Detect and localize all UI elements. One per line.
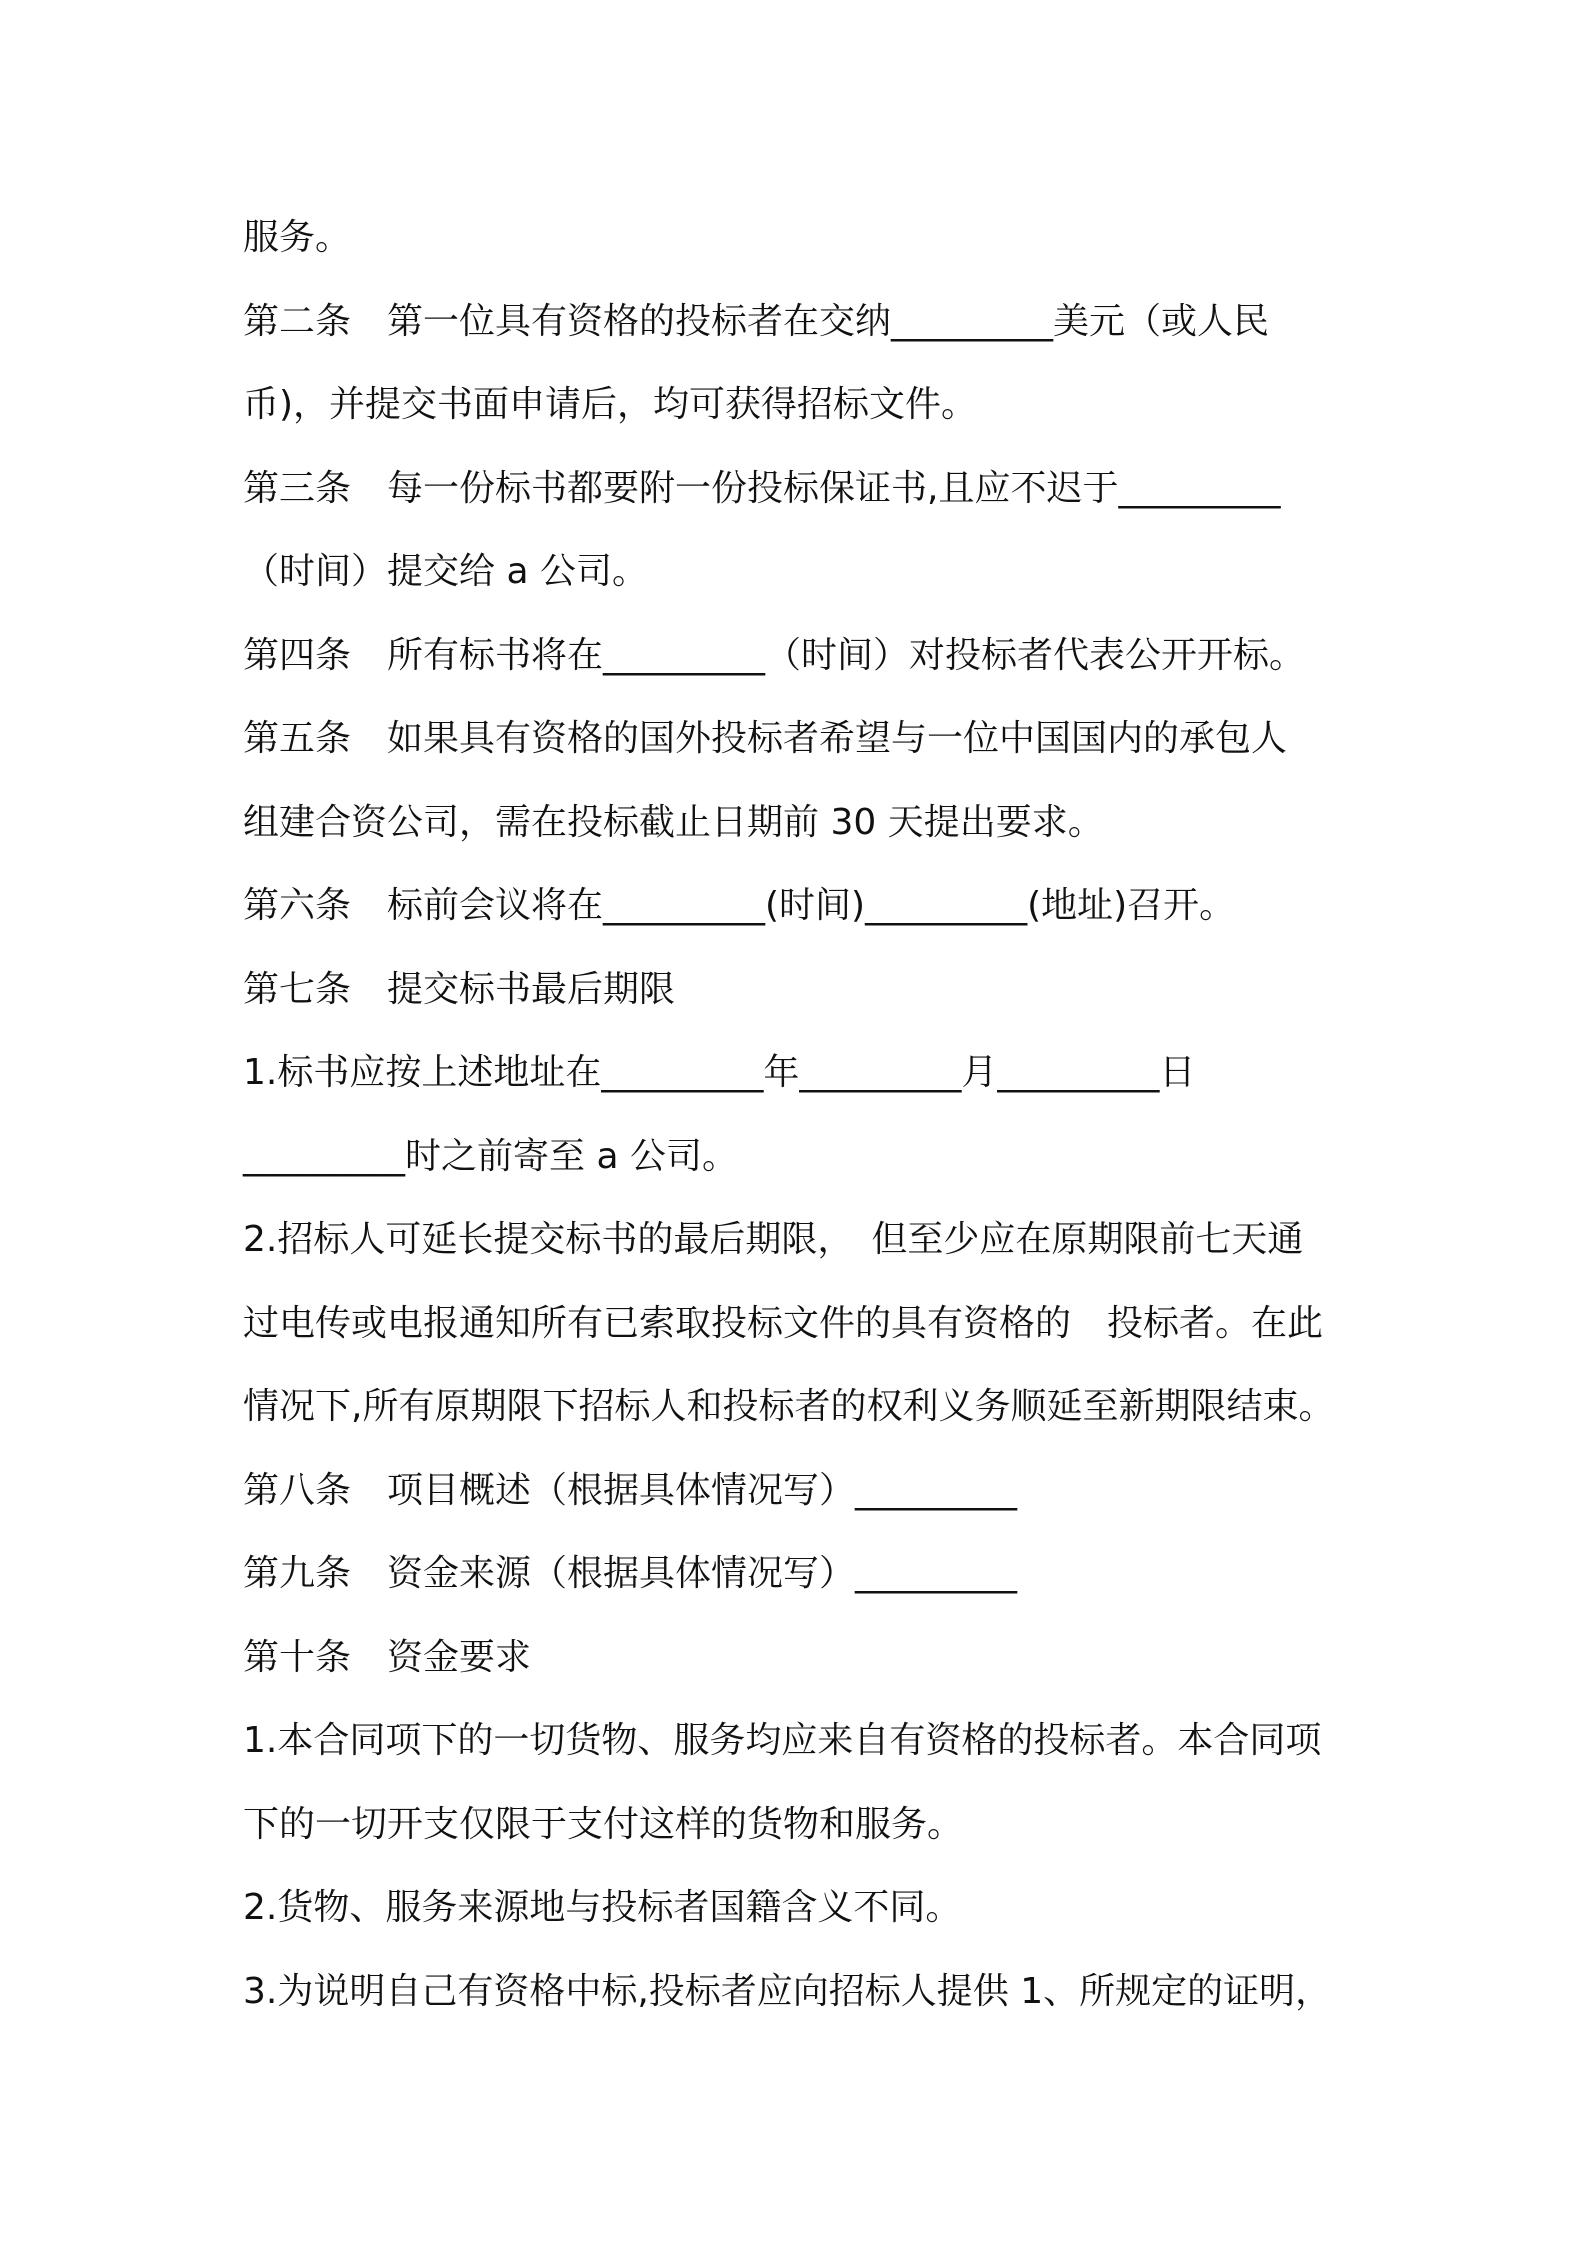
text-line: 第五条 如果具有资格的国外投标者希望与一位中国国内的承包人 — [243, 718, 1288, 759]
text-line: 1.标书应按上述地址在_________年_________月_________日 — [243, 1052, 1196, 1093]
document-body — [243, 196, 1383, 2033]
text-line: 第四条 所有标书将在_________（时间）对投标者代表公开开标。 — [243, 634, 1306, 676]
text-line: 第十条 资金要求 — [243, 1636, 532, 1678]
text-line: 过电传或电报通知所有已索取投标文件的具有资格的 投标者。在此 — [243, 1302, 1324, 1344]
text-line: 1.本合同项下的一切货物、服务均应来自有资格的投标者。本合同项 — [243, 1720, 1322, 1761]
text-line: 情况下,所有原期限下招标人和投标者的权利义务顺延至新期限结束。 — [243, 1386, 1335, 1427]
text-line: 币)，并提交书面申请后，均可获得招标文件。 — [243, 384, 978, 425]
text-line: _________时之前寄至 a 公司。 — [243, 1135, 738, 1177]
text-line: 服务。 — [243, 217, 352, 258]
text-line: 第六条 标前会议将在_________(时间)_________(地址)召开。 — [243, 885, 1236, 926]
text-line: 3.为说明自己有资格中标,投标者应向招标人提供 1、所规定的证明， — [243, 1970, 1332, 2012]
text-line: （时间）提交给 a 公司。 — [243, 551, 648, 592]
text-line: 第二条 第一位具有资格的投标者在交纳_________美元（或人民 — [243, 300, 1270, 342]
text-line: 2.招标人可延长提交标书的最后期限， 但至少应在原期限前七天通 — [243, 1219, 1304, 1260]
text-line: 下的一切开支仅限于支付这样的货物和服务。 — [243, 1803, 964, 1845]
text-line: 第八条 项目概述（根据具体情况写）_________ — [243, 1469, 1018, 1511]
text-line: 第七条 提交标书最后期限 — [243, 968, 676, 1010]
text-line: 第三条 每一份标书都要附一份投标保证书,且应不迟于_________ — [243, 467, 1281, 509]
text-line: 第九条 资金来源（根据具体情况写）_________ — [243, 1553, 1018, 1594]
text-line: 2.货物、服务来源地与投标者国籍含义不同。 — [243, 1887, 962, 1928]
text-line: 组建合资公司，需在投标截止日期前 30 天提出要求。 — [243, 801, 1104, 843]
